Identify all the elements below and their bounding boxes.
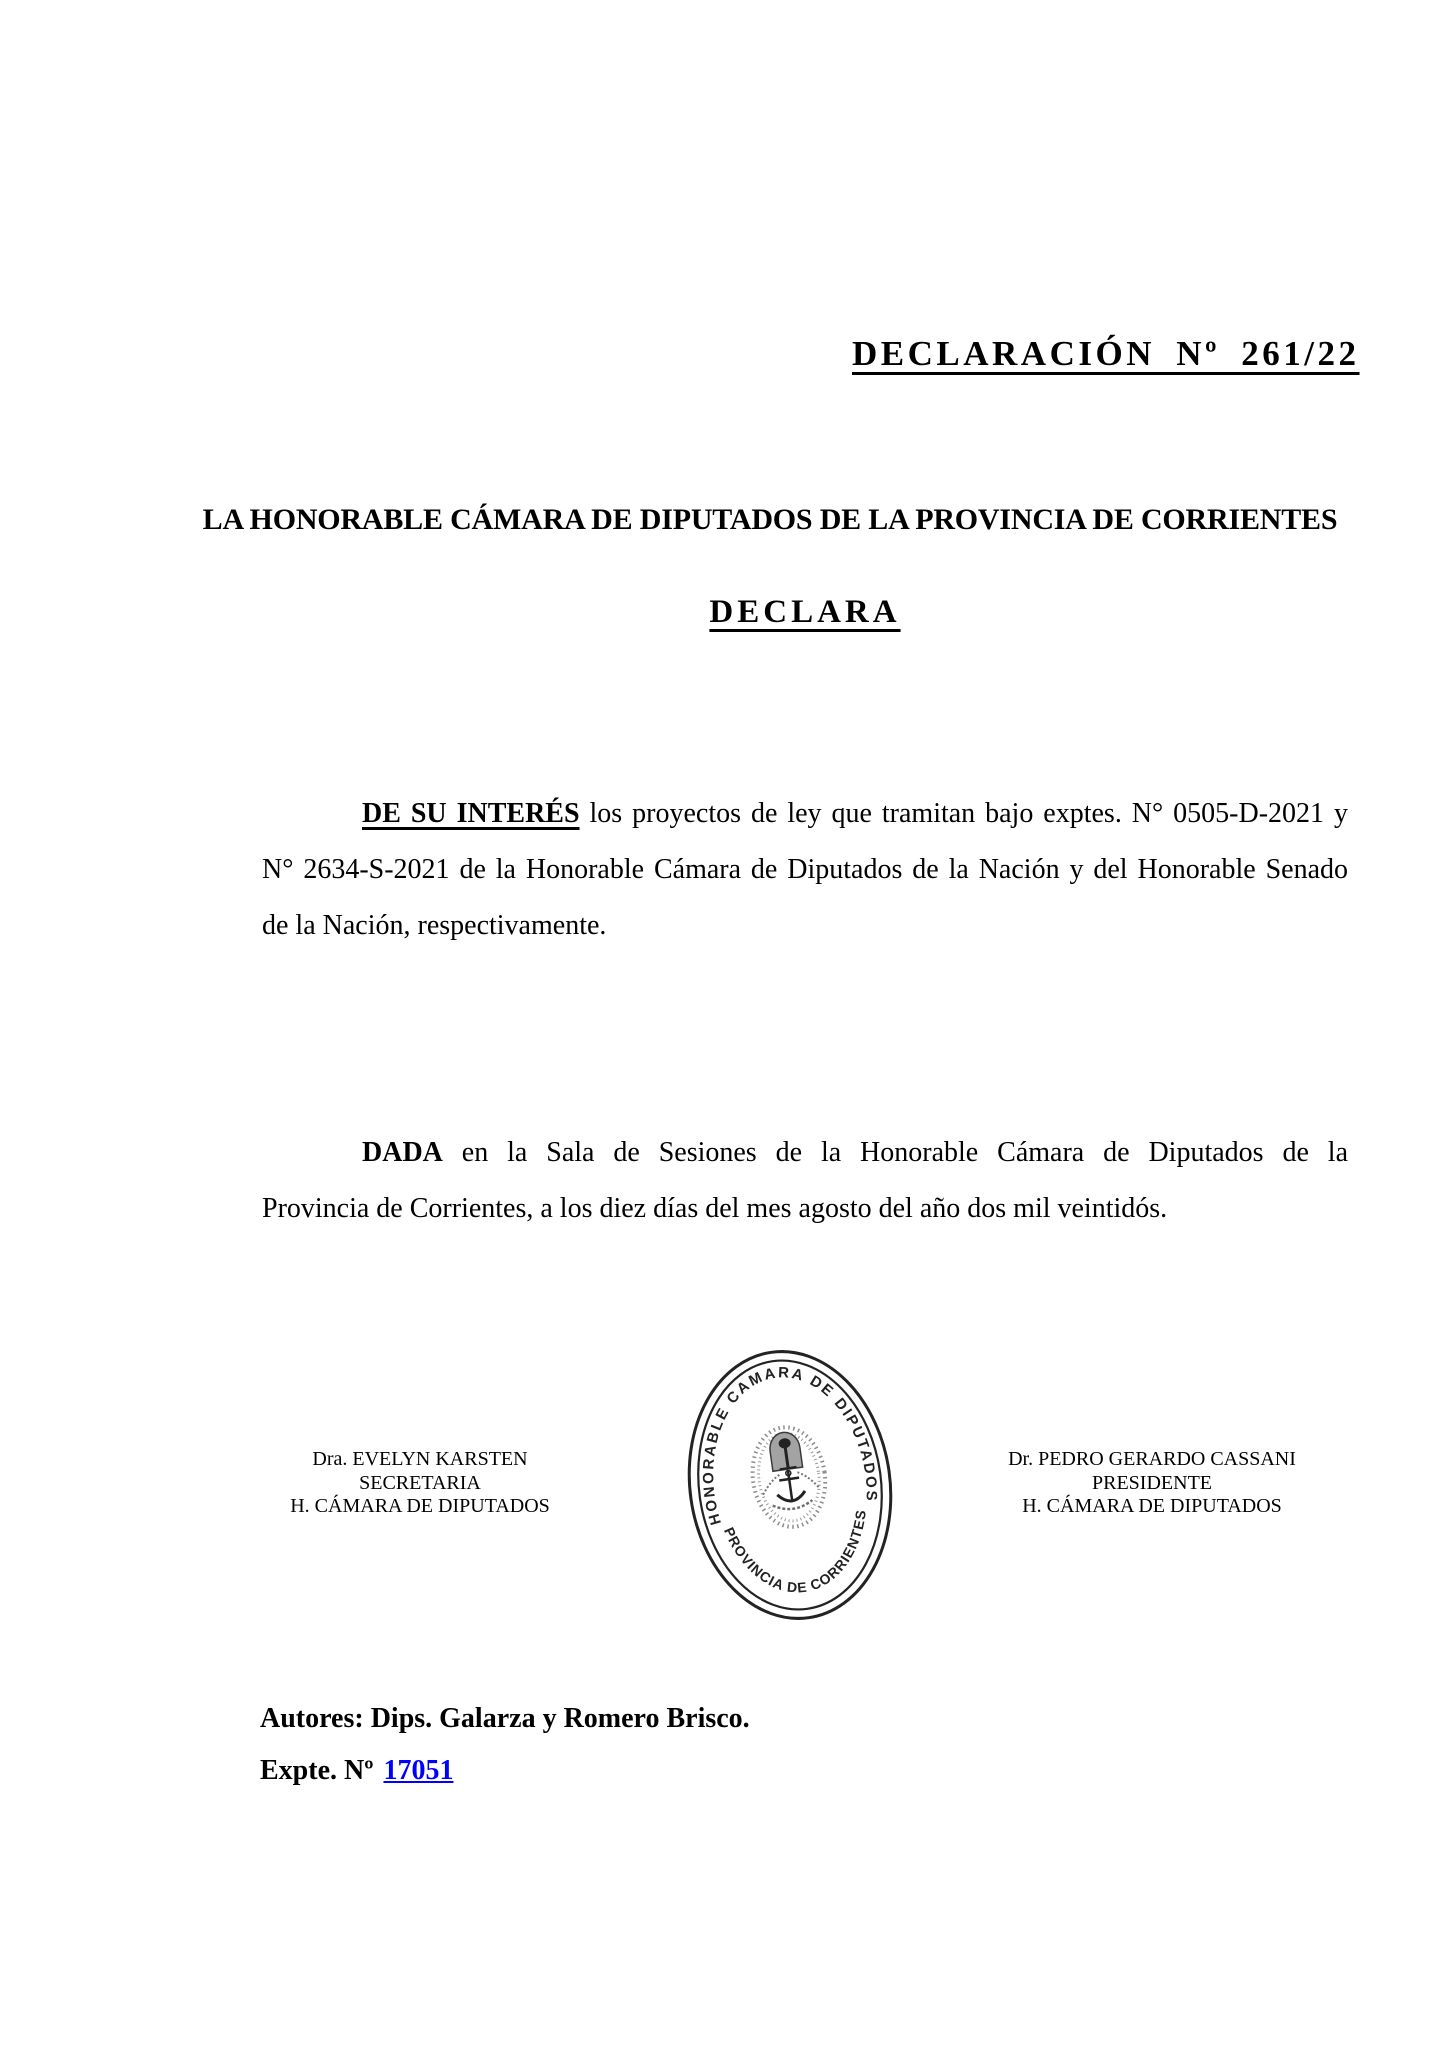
signatory-name: Dra. EVELYN KARSTEN (312, 1448, 528, 1470)
authors-line: Autores: Dips. Galarza y Romero Brisco. (260, 1703, 750, 1734)
paragraph-line: Provincia de Corrientes, a los diez días del mes agosto del año dos mil veintidós. (262, 1193, 1168, 1224)
seal-top-text: HONORABLE CAMARA DE DIPUTADOS (700, 1364, 880, 1527)
official-seal (666, 1332, 915, 1639)
paragraph-text: los proyectos de ley que tramitan bajo exptes. N° 0505-D-2021 y (579, 798, 1348, 829)
declara-heading: DECLARA (709, 594, 901, 630)
paragraph-line (262, 1125, 1348, 1181)
signatory-role: SECRETARIA (359, 1471, 481, 1494)
signature-secretary (259, 1448, 581, 1519)
seal-graphic (666, 1332, 915, 1639)
expte-number-link[interactable]: 17051 (383, 1755, 454, 1786)
paragraph-text: en la Sala de Sesiones de la Honorable Cámara de Diputados de la (442, 1137, 1348, 1168)
chamber-heading: LA HONORABLE CÁMARA DE DIPUTADOS DE LA PROVINCIA DE CORRIENTES (202, 503, 1338, 536)
declaration-paragraph (262, 786, 1348, 954)
expte-label: Expte. Nº (260, 1755, 374, 1786)
signature-president (991, 1448, 1313, 1519)
signatory-name: Dr. PEDRO GERARDO CASSANI (1008, 1448, 1296, 1470)
dada-lead-word: DADA (362, 1137, 443, 1168)
signatory-org: H. CÁMARA DE DIPUTADOS (290, 1495, 550, 1517)
seal-bottom-text: PROVINCIA DE CORRIENTES (720, 1508, 870, 1596)
paragraph-line (262, 786, 1348, 842)
declaration-number-title: DECLARACIÓN Nº 261/22 (852, 334, 1360, 373)
paragraph-line: N° 2634-S-2021 de la Honorable Cámara de Diputados de la Nación y del Honorable Senado (262, 854, 1348, 885)
declaration-lead-phrase: DE SU INTERÉS (362, 798, 580, 829)
paragraph-line: de la Nación, respectivamente. (262, 910, 607, 941)
dada-paragraph (262, 1125, 1348, 1237)
expte-line (260, 1754, 453, 1788)
signatory-role: PRESIDENTE (1092, 1471, 1212, 1494)
coat-of-arms-icon (746, 1423, 831, 1532)
signatory-org: H. CÁMARA DE DIPUTADOS (1022, 1495, 1282, 1517)
svg-text:PROVINCIA DE CORRIENTES (720, 1506, 879, 1605)
